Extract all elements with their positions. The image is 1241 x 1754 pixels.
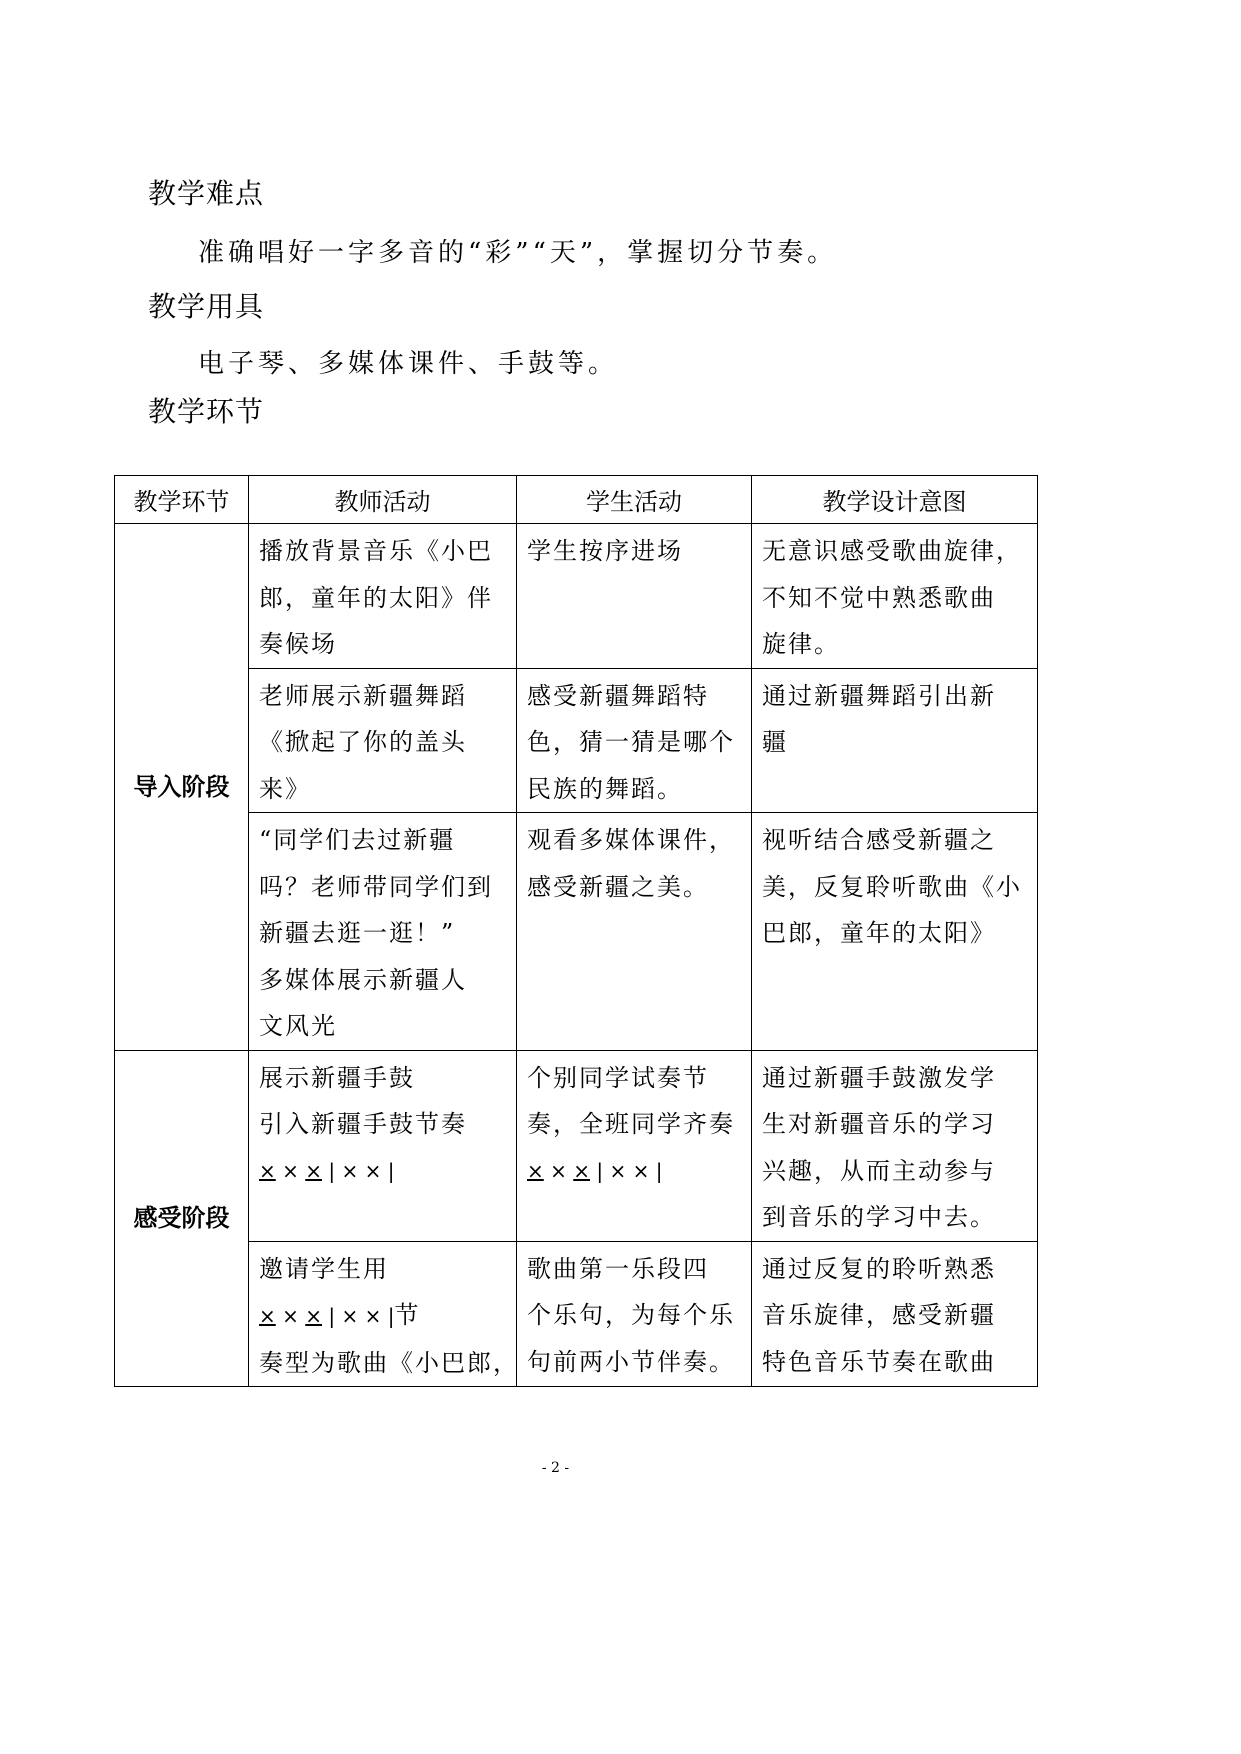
rhythm-pattern: × × × | × × |	[259, 1304, 395, 1328]
intent-cell	[752, 668, 1038, 813]
cell-line: 文风光	[259, 1012, 337, 1040]
page-number: - 2 -	[541, 1460, 570, 1476]
col-header-student: 学生活动	[517, 476, 752, 524]
col-header-teacher: 教师活动	[249, 476, 517, 524]
cell-line: 观看多媒体课件，	[527, 826, 735, 854]
cell-line: 民族的舞蹈。	[527, 774, 683, 803]
col-header-intent: 教学设计意图	[752, 476, 1038, 524]
cell-line: 音乐旋律，感受新疆	[762, 1301, 996, 1329]
cell-line: 通过新疆手鼓激发学	[762, 1063, 996, 1092]
student-cell	[517, 1050, 752, 1241]
stage-cell-feel	[115, 1050, 249, 1387]
heading-difficulty: 教学难点	[148, 177, 265, 210]
cell-line: 美，反复聆听歌曲《小	[762, 872, 1022, 901]
cell-line: 到音乐的学习中去。	[762, 1203, 996, 1231]
cell-line: 邀请学生用	[259, 1254, 389, 1283]
cell-line: 引入新疆手鼓节奏	[259, 1110, 467, 1138]
cell-line: 生对新疆音乐的学习	[762, 1110, 996, 1138]
cell-line: 播放背景音乐《小巴	[259, 537, 493, 565]
teacher-cell	[249, 1241, 517, 1387]
cell-line: 奏候场	[259, 630, 337, 658]
cell-line: 展示新疆手鼓	[259, 1063, 415, 1092]
student-cell	[517, 1241, 752, 1387]
table-row	[115, 1241, 1038, 1387]
teacher-cell	[249, 668, 517, 813]
tools-text: 电子琴、多媒体课件、手鼓等。	[198, 349, 619, 379]
cell-line: 特色音乐节奏在歌曲	[762, 1347, 996, 1376]
cell-line: 色，猜一猜是哪个	[527, 728, 735, 756]
cell-line: 无意识感受歌曲旋律，	[762, 537, 1022, 565]
rhythm-pattern: × × × | × × |	[527, 1158, 663, 1183]
lesson-table	[114, 475, 1038, 1387]
col-header-stage: 教学环节	[115, 476, 249, 524]
intent-cell	[752, 1050, 1038, 1241]
cell-line: 老师展示新疆舞蹈	[259, 681, 467, 710]
student-cell	[517, 813, 752, 1051]
cell-line: 个别同学试奏节	[527, 1063, 709, 1092]
cell-line: 通过新疆舞蹈引出新	[762, 681, 996, 710]
cell-line: 通过反复的聆听熟悉	[762, 1254, 996, 1283]
student-cell	[517, 524, 752, 669]
teacher-cell	[249, 524, 517, 669]
table-row	[115, 668, 1038, 813]
cell-line: 视听结合感受新疆之	[762, 826, 996, 854]
table-row	[115, 524, 1038, 669]
student-cell	[517, 668, 752, 813]
intent-cell	[752, 1241, 1038, 1387]
cell-line: 奏，全班同学齐奏	[527, 1110, 735, 1138]
table-row	[115, 1050, 1038, 1241]
cell-line: 感受新疆舞蹈特	[527, 681, 709, 710]
difficulty-text: 准确唱好一字多音的“彩”“天”，掌握切分节奏。	[198, 238, 838, 268]
cell-line: 多媒体展示新疆人	[259, 965, 467, 994]
cell-line: 来》	[259, 774, 311, 803]
teacher-cell	[249, 813, 517, 1051]
cell-line: 句前两小节伴奏。	[527, 1347, 735, 1376]
cell-line: 郎，童年的太阳》伴	[259, 583, 493, 612]
cell-line: 《掀起了你的盖头	[259, 728, 467, 756]
heading-process: 教学环节	[148, 395, 265, 428]
cell-line: 兴趣，从而主动参与	[762, 1156, 996, 1185]
cell-line: 新疆去逛一逛！”	[259, 919, 456, 947]
teacher-cell	[249, 1050, 517, 1241]
table-header-row	[115, 476, 1038, 524]
rhythm-pattern: × × × | × × |	[259, 1158, 395, 1183]
cell-line: 吗？老师带同学们到	[259, 872, 493, 901]
rhythm-line	[259, 1292, 506, 1340]
cell-line: 学生按序进场	[527, 537, 683, 565]
stage-cell-intro: 导入阶段	[115, 524, 249, 1051]
cell-line: 旋律。	[762, 630, 840, 658]
rhythm-suffix: 节	[394, 1301, 421, 1329]
intent-cell	[752, 524, 1038, 669]
intent-cell	[752, 813, 1038, 1051]
cell-line: 奏型为歌曲《小巴郎，	[259, 1348, 519, 1377]
cell-line: 感受新疆之美。	[527, 872, 709, 901]
stage-label: 感受阶段	[133, 1204, 230, 1232]
cell-line: 个乐句，为每个乐	[527, 1301, 735, 1329]
cell-line: 疆	[762, 728, 788, 756]
heading-tools: 教学用具	[148, 290, 265, 323]
cell-line: “同学们去过新疆	[259, 826, 456, 854]
cell-line: 不知不觉中熟悉歌曲	[762, 583, 996, 612]
cell-line: 歌曲第一乐段四	[527, 1254, 709, 1283]
table-row	[115, 813, 1038, 1051]
cell-line: 巴郎，童年的太阳》	[762, 919, 996, 947]
